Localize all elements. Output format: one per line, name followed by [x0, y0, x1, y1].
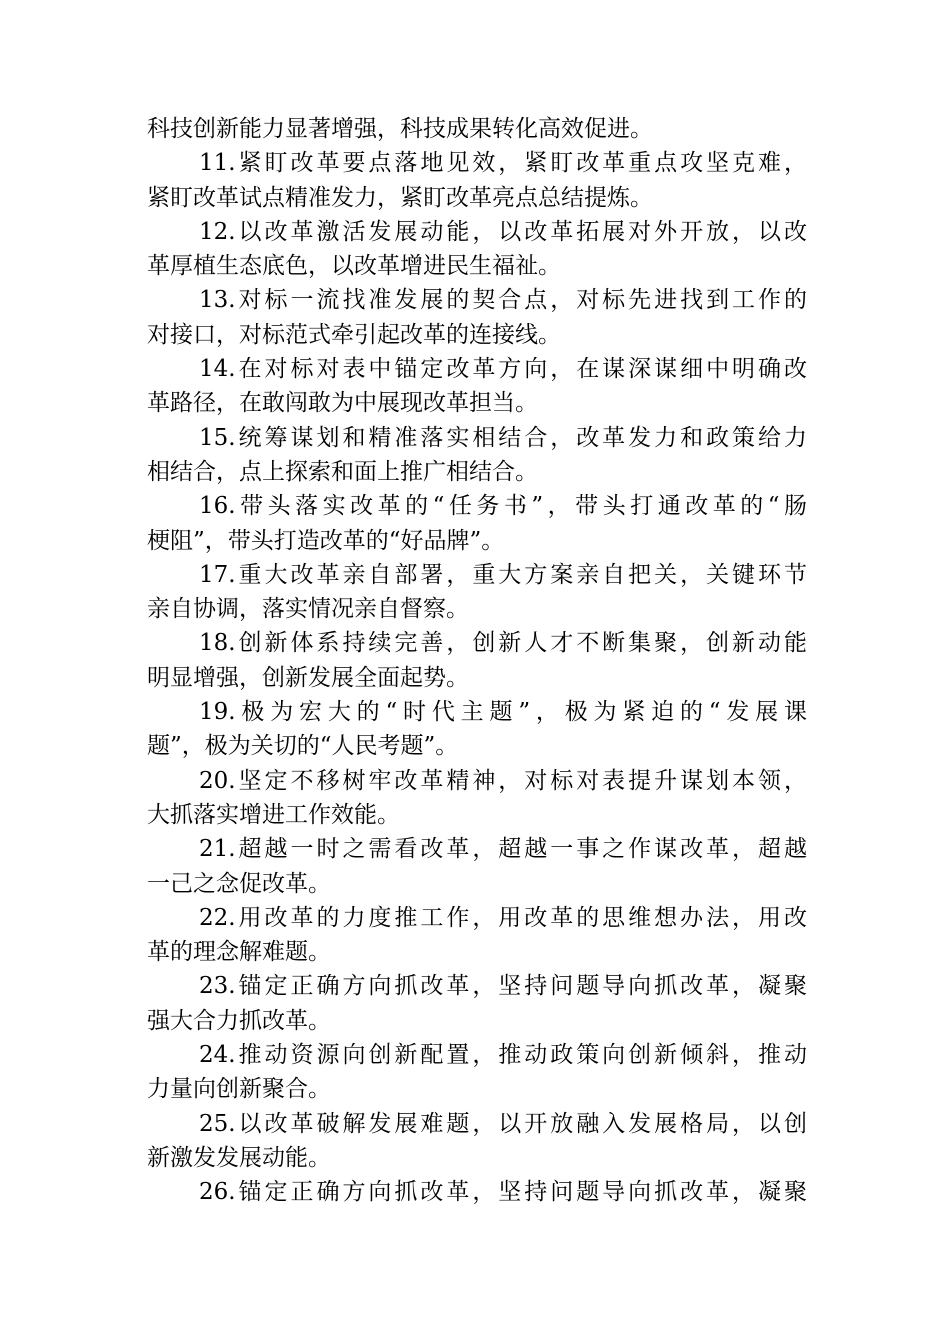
item-25-line-2: 新激发发展动能。	[147, 1144, 331, 1171]
item-18-line-2: 明显增强，创新发展全面起势。	[147, 664, 469, 691]
item-18-line-1: 18.创新体系持续完善，创新人才不断集聚，创新动能	[199, 630, 807, 657]
item-17-line-2: 亲自协调，落实情况亲自督察。	[147, 596, 469, 623]
item-21-line-1: 21.超越一时之需看改革，超越一事之作谋改革，超越	[199, 836, 807, 863]
item-11-line-2: 紧盯改革试点精准发力，紧盯改革亮点总结提炼。	[147, 184, 653, 211]
item-26-line-1: 26.锚定正确方向抓改革，坚持问题导向抓改革，凝聚	[199, 1179, 807, 1206]
item-25-line-1: 25.以改革破解发展难题，以开放融入发展格局，以创	[199, 1110, 807, 1137]
item-17-line-1: 17.重大改革亲自部署，重大方案亲自把关，关键环节	[199, 561, 807, 588]
item-14-line-1: 14.在对标对表中锚定改革方向，在谋深谋细中明确改	[199, 356, 807, 383]
item-16-line-2: 梗阻”，带头打造改革的“好品牌”。	[147, 527, 505, 554]
item-15-line-2: 相结合，点上探索和面上推广相结合。	[147, 458, 538, 485]
item-22-line-1: 22.用改革的力度推工作，用改革的思维想办法，用改	[199, 904, 807, 931]
item-23-line-1: 23.锚定正确方向抓改革，坚持问题导向抓改革，凝聚	[199, 973, 807, 1000]
item-12-line-1: 12.以改革激活发展动能，以改革拓展对外开放，以改	[199, 218, 807, 245]
item-24-line-1: 24.推动资源向创新配置，推动政策向创新倾斜，推动	[199, 1042, 807, 1069]
text-line: 科技创新能力显著增强，科技成果转化高效促进。	[147, 116, 653, 142]
item-11-line-1: 11.紧盯改革要点落地见效，紧盯改革重点攻坚克难，	[199, 150, 807, 177]
item-20-line-2: 大抓落实增进工作效能。	[147, 801, 400, 828]
item-22-line-2: 革的理念解难题。	[147, 939, 331, 966]
item-14-line-2: 革路径，在敢闯敢为中展现改革担当。	[147, 390, 538, 417]
item-19-line-1: 19.极为宏大的“时代主题”，极为紧迫的“发展课	[199, 699, 807, 726]
item-23-line-2: 强大合力抓改革。	[147, 1007, 331, 1034]
body-text	[147, 112, 807, 1210]
item-13-line-1: 13.对标一流找准发展的契合点，对标先进找到工作的	[199, 287, 807, 314]
item-24-line-2: 力量向创新聚合。	[147, 1076, 331, 1103]
item-13-line-2: 对接口，对标范式牵引起改革的连接线。	[147, 321, 561, 348]
item-20-line-1: 20.坚定不移树牢改革精神，对标对表提升谋划本领，	[199, 767, 807, 794]
item-19-line-2: 题”，极为关切的“人民考题”。	[147, 733, 459, 760]
item-16-line-1: 16.带头落实改革的“任务书”，带头打通改革的“肠	[199, 493, 807, 520]
item-15-line-1: 15.统筹谋划和精准落实相结合，改革发力和政策给力	[199, 424, 807, 451]
item-12-line-2: 革厚植生态底色，以改革增进民生福祉。	[147, 253, 561, 280]
item-21-line-2: 一己之念促改革。	[147, 870, 331, 897]
